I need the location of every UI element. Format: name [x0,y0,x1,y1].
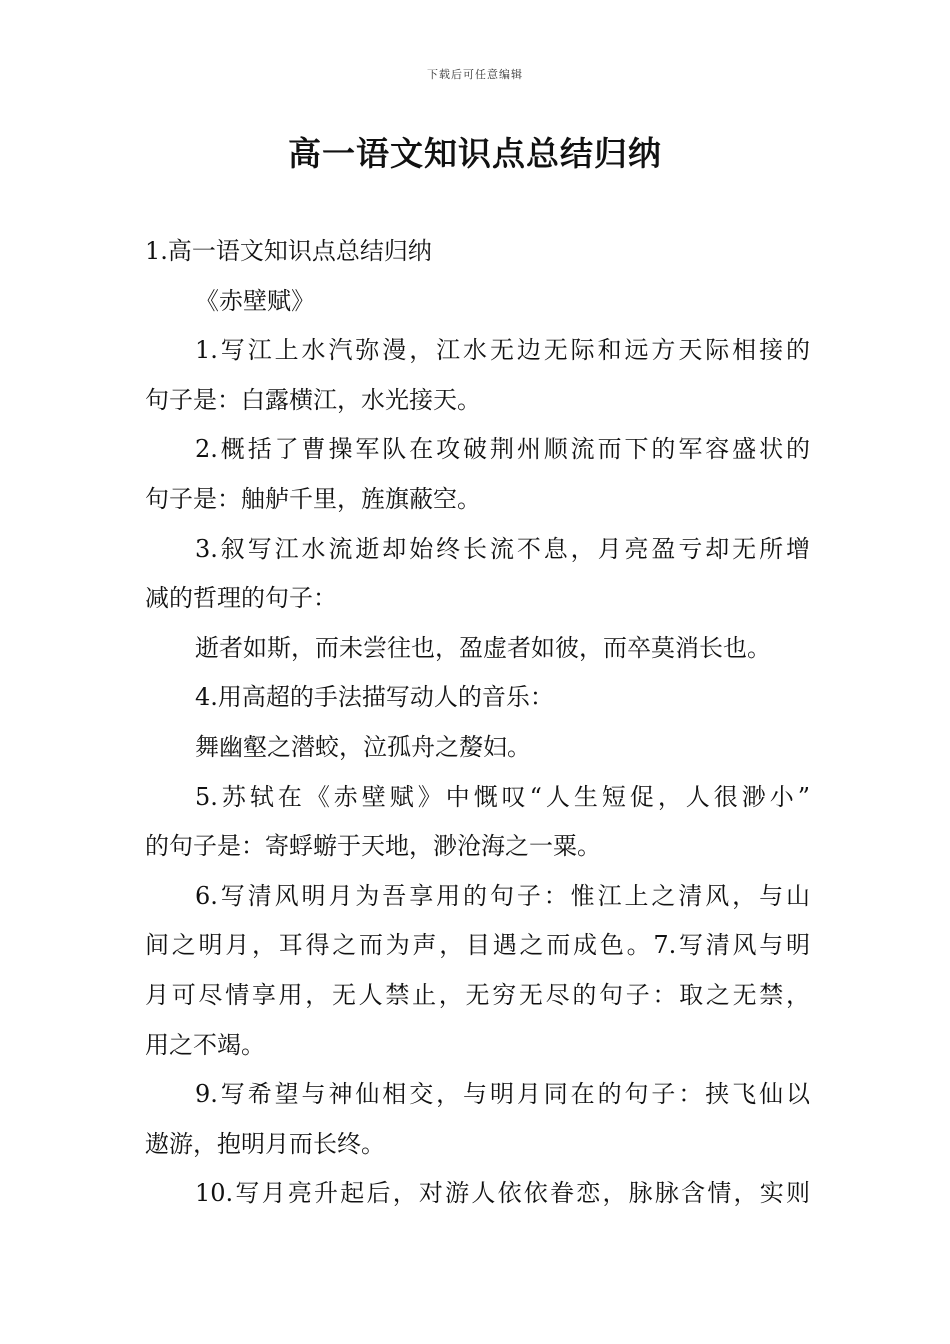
paragraph-line: 2.概括了曹操军队在攻破荆州顺流而下的军容盛状的 [195,435,810,464]
section-heading: 1.高一语文知识点总结归纳 [145,237,432,265]
header-note: 下载后可任意编辑 [427,68,523,81]
paragraph-line: 10.写月亮升起后，对游人依依眷恋，脉脉含情，实则 [195,1179,810,1208]
paragraph-line: 6.写清风明月为吾享用的句子：惟江上之清风，与山 [195,881,810,910]
paragraph-line: 句子是：白露横江，水光接天。 [145,385,481,414]
document-body [145,227,810,1219]
paragraph-line: 5.苏轼在《赤壁赋》中慨叹“人生短促，人很渺小” [195,782,810,811]
document-title: 高一语文知识点总结归纳 [288,134,662,173]
paragraph-line: 减的哲理的句子： [145,584,337,613]
text-title: 《赤壁赋》 [195,286,315,315]
paragraph-line: 逝者如斯，而未尝往也，盈虚者如彼，而卒莫消长也。 [195,633,771,662]
paragraph-line: 用之不竭。 [145,1030,265,1059]
paragraph-line: 1.写江上水汽弥漫，江水无边无际和远方天际相接的 [195,336,810,365]
paragraph-line: 3.叙写江水流逝却始终长流不息，月亮盈亏却无所增 [195,534,810,563]
paragraph-line: 4.用高超的手法描写动人的音乐： [195,683,554,712]
paragraph-line: 间之明月，耳得之而为声，目遇之而成色。7.写清风与明 [145,931,810,960]
paragraph-line: 的句子是：寄蜉蝣于天地，渺沧海之一粟。 [145,832,601,861]
paragraph-line: 月可尽情享用，无人禁止，无穷无尽的句子：取之无禁， [145,980,810,1009]
paragraph-line: 句子是：舳舻千里，旌旗蔽空。 [145,484,481,513]
paragraph-line: 舞幽壑之潜蛟，泣孤舟之嫠妇。 [195,732,531,761]
paragraph-line: 9.写希望与神仙相交，与明月同在的句子：挟飞仙以 [195,1080,810,1109]
paragraph-line: 遨游，抱明月而长终。 [145,1129,385,1158]
